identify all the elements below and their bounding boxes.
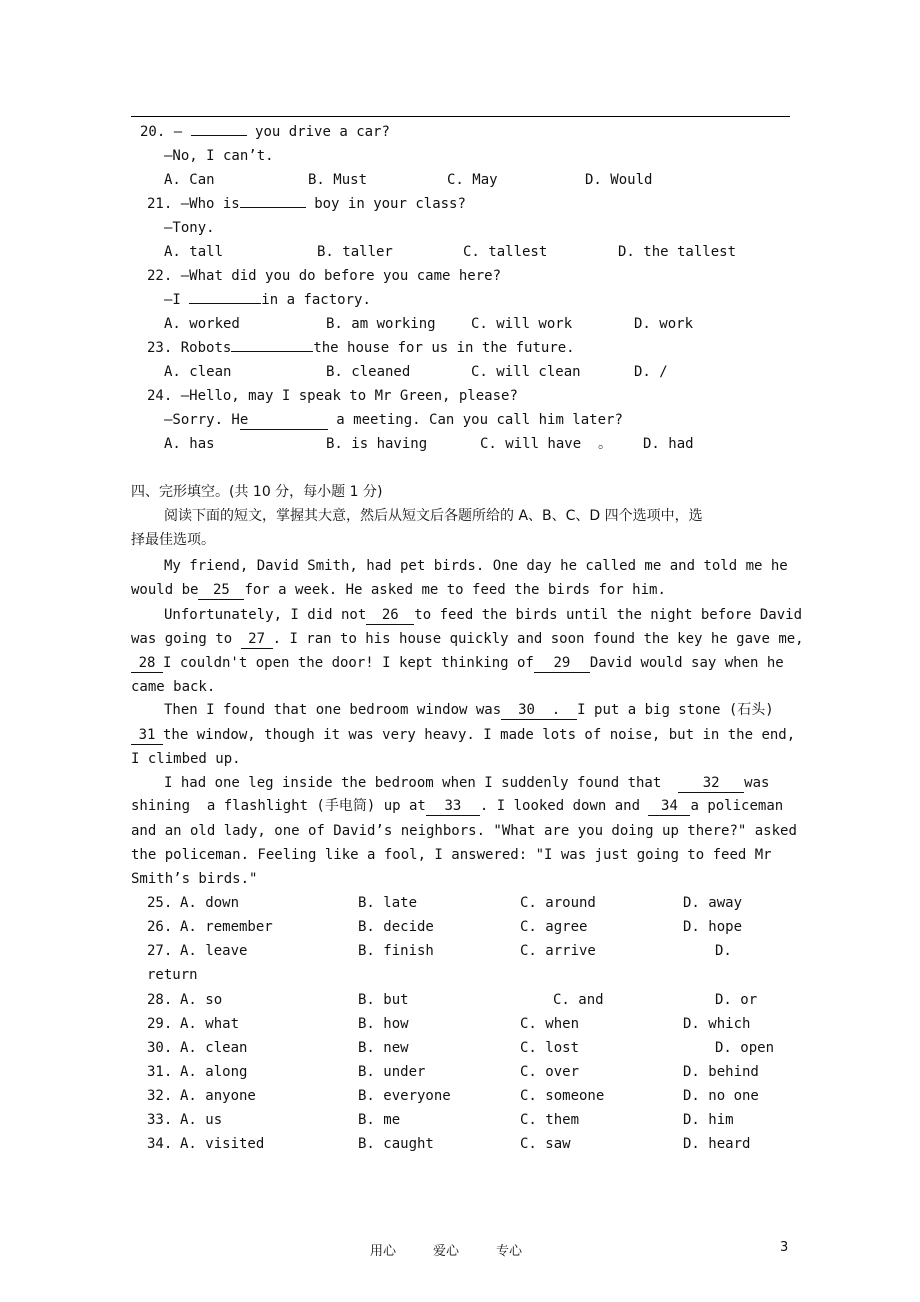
passage-line: I had one leg inside the bedroom when I suddenly found that 32 was bbox=[164, 775, 770, 791]
option-26a[interactable]: A. remember bbox=[180, 919, 273, 935]
passage-line: was going to 27 . I ran to his house quickly and soon found the key he gave me, bbox=[131, 631, 804, 647]
passage-line: would be 25 for a week. He asked me to feed the birds for him. bbox=[131, 582, 666, 598]
cloze-30-num: 30. bbox=[147, 1040, 173, 1056]
blank-26[interactable]: 26 bbox=[366, 607, 414, 625]
option-21c[interactable]: C. tallest bbox=[463, 244, 548, 260]
option-30b[interactable]: B. new bbox=[358, 1040, 409, 1056]
passage-line: My friend, David Smith, had pet birds. One day he called me and told me he bbox=[164, 558, 788, 574]
option-23b[interactable]: B. cleaned bbox=[326, 364, 411, 380]
blank-31[interactable]: 31 bbox=[131, 727, 163, 745]
section-heading: 四、完形填空。(共 10 分，每小题 1 分) bbox=[131, 484, 383, 500]
option-33d[interactable]: D. him bbox=[683, 1112, 734, 1128]
instructions-line1: 阅读下面的短文，掌握其大意，然后从短文后各题所给的 A、B、C、D 四个选项中，选 bbox=[164, 508, 703, 524]
passage-line: 28 I couldn't open the door! I kept thinking of 29 David would say when he bbox=[131, 653, 784, 673]
option-23c[interactable]: C. will clean bbox=[471, 364, 581, 380]
reply-20: —No, I can’t. bbox=[164, 148, 274, 164]
option-28d[interactable]: D. or bbox=[715, 992, 758, 1008]
option-31b[interactable]: B. under bbox=[358, 1064, 426, 1080]
option-21d[interactable]: D. the tallest bbox=[618, 244, 737, 260]
question-20: 20. — you drive a car? bbox=[140, 124, 390, 140]
option-25d[interactable]: D. away bbox=[683, 895, 743, 911]
blank-34[interactable]: 34 bbox=[648, 798, 690, 816]
option-29c[interactable]: C. when bbox=[520, 1016, 580, 1032]
passage-line: shining a flashlight (手电筒) up at 33 . I looked down and 34 a policeman bbox=[131, 798, 784, 814]
option-22a[interactable]: A. worked bbox=[164, 316, 240, 332]
option-25c[interactable]: C. around bbox=[520, 895, 596, 911]
option-31d[interactable]: D. behind bbox=[683, 1064, 759, 1080]
blank-21[interactable] bbox=[240, 207, 306, 208]
option-29a[interactable]: A. what bbox=[180, 1016, 240, 1032]
cloze-27-num: 27. bbox=[147, 943, 173, 959]
option-22c[interactable]: C. will work bbox=[471, 316, 573, 332]
passage-line: Unfortunately, I did not 26 to feed the birds until the night before David bbox=[164, 607, 803, 623]
question-21: 21. —Who is boy in your class? bbox=[147, 196, 466, 212]
passage-line: came back. bbox=[131, 679, 216, 695]
blank-23[interactable] bbox=[231, 351, 313, 352]
option-20d[interactable]: D. Would bbox=[585, 172, 653, 188]
option-25a[interactable]: A. down bbox=[180, 895, 240, 911]
passage-line: Smith’s birds." bbox=[131, 871, 258, 887]
reply-24: —Sorry. He a meeting. Can you call him later? bbox=[164, 412, 623, 428]
blank-25[interactable]: 25 bbox=[198, 582, 244, 600]
option-30a[interactable]: A. clean bbox=[180, 1040, 248, 1056]
cloze-32-num: 32. bbox=[147, 1088, 173, 1104]
option-32a[interactable]: A. anyone bbox=[180, 1088, 256, 1104]
cloze-28-num: 28. bbox=[147, 992, 173, 1008]
option-21a[interactable]: A. tall bbox=[164, 244, 224, 260]
option-29d[interactable]: D. which bbox=[683, 1016, 751, 1032]
option-27d[interactable]: D. bbox=[715, 943, 732, 959]
cloze-26-num: 26. bbox=[147, 919, 173, 935]
blank-32[interactable]: 32 bbox=[678, 775, 744, 793]
blank-33[interactable]: 33 bbox=[426, 798, 480, 816]
reply-22: —I in a factory. bbox=[164, 292, 371, 308]
option-33c[interactable]: C. them bbox=[520, 1112, 580, 1128]
option-27d-text[interactable]: return bbox=[147, 967, 198, 983]
passage-line: 31 the window, though it was very heavy. I made lots of noise, but in the end, bbox=[131, 725, 795, 745]
option-26c[interactable]: C. agree bbox=[520, 919, 588, 935]
cloze-25-num: 25. bbox=[147, 895, 173, 911]
option-31a[interactable]: A. along bbox=[180, 1064, 248, 1080]
option-26b[interactable]: B. decide bbox=[358, 919, 434, 935]
reply-21: —Tony. bbox=[164, 220, 215, 236]
option-22d[interactable]: D. work bbox=[634, 316, 694, 332]
option-21b[interactable]: B. taller bbox=[317, 244, 393, 260]
blank-29[interactable]: 29 bbox=[534, 655, 590, 673]
blank-28[interactable]: 28 bbox=[131, 655, 163, 673]
passage-line: and an old lady, one of David’s neighbors. "What are you doing up there?" asked bbox=[131, 823, 797, 839]
option-27b[interactable]: B. finish bbox=[358, 943, 434, 959]
option-28b[interactable]: B. but bbox=[358, 992, 409, 1008]
option-23a[interactable]: A. clean bbox=[164, 364, 232, 380]
option-34d[interactable]: D. heard bbox=[683, 1136, 751, 1152]
page-number: 3 bbox=[780, 1240, 789, 1255]
footer-motto-2: 爱心 bbox=[433, 1244, 460, 1259]
option-31c[interactable]: C. over bbox=[520, 1064, 580, 1080]
question-23: 23. Robots the house for us in the future. bbox=[147, 340, 575, 356]
option-30c[interactable]: C. lost bbox=[520, 1040, 580, 1056]
question-24: 24. —Hello, may I speak to Mr Green, please? bbox=[147, 388, 518, 404]
option-27c[interactable]: C. arrive bbox=[520, 943, 596, 959]
stray-mark: 。 bbox=[598, 436, 612, 452]
option-24c[interactable]: C. will have bbox=[480, 436, 582, 452]
option-32c[interactable]: C. someone bbox=[520, 1088, 605, 1104]
option-20c[interactable]: C. May bbox=[447, 172, 498, 188]
option-33b[interactable]: B. me bbox=[358, 1112, 401, 1128]
option-25b[interactable]: B. late bbox=[358, 895, 418, 911]
option-33a[interactable]: A. us bbox=[180, 1112, 223, 1128]
option-23d[interactable]: D. / bbox=[634, 364, 668, 380]
option-29b[interactable]: B. how bbox=[358, 1016, 409, 1032]
option-32b[interactable]: B. everyone bbox=[358, 1088, 451, 1104]
question-22: 22. —What did you do before you came here? bbox=[147, 268, 502, 284]
blank-22[interactable] bbox=[189, 303, 261, 304]
cloze-34-num: 34. bbox=[147, 1136, 173, 1152]
option-24d[interactable]: D. had bbox=[643, 436, 694, 452]
top-rule bbox=[131, 116, 790, 117]
cloze-33-num: 33. bbox=[147, 1112, 173, 1128]
option-32d[interactable]: D. no one bbox=[683, 1088, 759, 1104]
option-34c[interactable]: C. saw bbox=[520, 1136, 571, 1152]
option-20b[interactable]: B. Must bbox=[308, 172, 368, 188]
option-26d[interactable]: D. hope bbox=[683, 919, 743, 935]
blank-24[interactable]: e bbox=[240, 412, 328, 430]
option-27a[interactable]: A. leave bbox=[180, 943, 248, 959]
blank-27[interactable]: 27 bbox=[241, 631, 273, 649]
blank-20[interactable] bbox=[191, 135, 247, 136]
footer-motto-1: 用心 bbox=[370, 1244, 397, 1259]
option-28a[interactable]: A. so bbox=[180, 992, 223, 1008]
passage-line: Then I found that one bedroom window was 30 . I put a big stone (石头) bbox=[164, 702, 774, 718]
passage-line: I climbed up. bbox=[131, 751, 241, 767]
option-30d[interactable]: D. open bbox=[715, 1040, 775, 1056]
footer-motto-3: 专心 bbox=[496, 1244, 523, 1259]
blank-30[interactable]: 30 . bbox=[501, 702, 577, 720]
option-34a[interactable]: A. visited bbox=[180, 1136, 265, 1152]
option-34b[interactable]: B. caught bbox=[358, 1136, 434, 1152]
option-24a[interactable]: A. has bbox=[164, 436, 215, 452]
cloze-31-num: 31. bbox=[147, 1064, 173, 1080]
cloze-29-num: 29. bbox=[147, 1016, 173, 1032]
passage-line: the policeman. Feeling like a fool, I answered: "I was just going to feed Mr bbox=[131, 847, 772, 863]
option-22b[interactable]: B. am working bbox=[326, 316, 436, 332]
instructions-line2: 择最佳选项。 bbox=[131, 532, 215, 548]
option-24b[interactable]: B. is having bbox=[326, 436, 428, 452]
option-20a[interactable]: A. Can bbox=[164, 172, 215, 188]
option-28c[interactable]: C. and bbox=[553, 992, 604, 1008]
